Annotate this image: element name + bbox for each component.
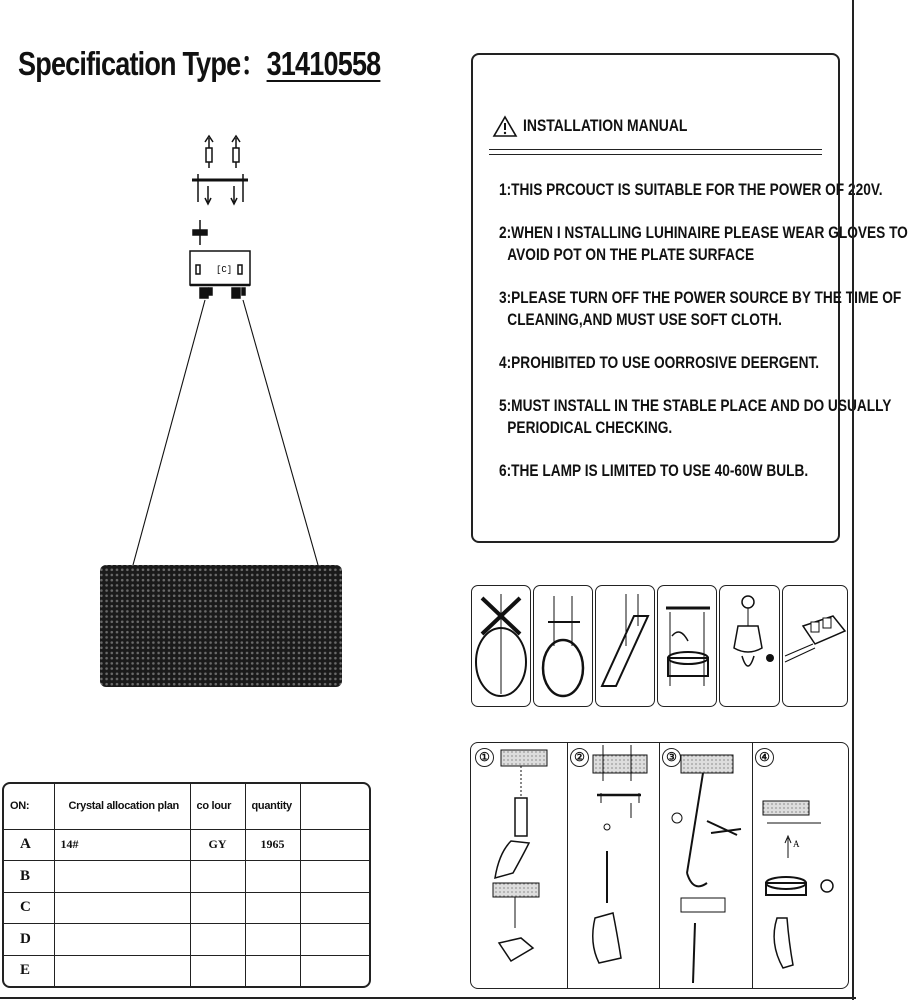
terminal-block-icon — [783, 586, 847, 706]
step-number-1: ① — [475, 748, 494, 767]
crystal-drum — [100, 565, 342, 687]
bulb-socket-icon — [720, 586, 778, 706]
page-frame-right — [852, 0, 854, 1000]
warning-panel-1 — [471, 585, 531, 707]
installation-steps-box — [470, 742, 849, 989]
specification-type-heading — [18, 38, 380, 85]
warning-panel-6 — [782, 585, 848, 707]
divider — [489, 149, 822, 150]
manual-item-6: 6:THE LAMP IS LIMITED TO USE 40-60W BULB. — [499, 462, 809, 480]
page-frame-bottom — [0, 997, 856, 999]
table-row: B — [4, 861, 369, 893]
manual-item-1: 1:THIS PRCOUCT IS SUITABLE FOR THE POWER OF 220V. — [499, 181, 883, 199]
no-pull-icon — [472, 586, 530, 706]
manual-item-3: 3:PLEASE TURN OFF THE POWER SOURCE BY THE TIME OF CLEANING,AND MUST USE SOFT CLOTH. — [499, 289, 902, 329]
header-cell-quantity: quantity — [245, 784, 300, 829]
warning-panel-5 — [719, 585, 780, 707]
step-number-2: ② — [570, 748, 589, 767]
table-row: A 14# GY 1965 — [4, 829, 369, 861]
manual-title: INSTALLATION MANUAL — [523, 116, 688, 135]
crystal-allocation-table — [2, 782, 371, 988]
table-row: C — [4, 892, 369, 924]
manual-item-2: 2:WHEN I NSTALLING LUHINAIRE PLEASE WEAR GLOVES TO AVOID POT ON THE PLATE SURFACE — [499, 224, 908, 264]
arrow-label: A — [793, 839, 800, 849]
ring-hanging-icon — [534, 586, 592, 706]
manual-item-5: 5:MUST INSTALL IN THE STABLE PLACE AND DO USUALLY PERIODICAL CHECKING. — [499, 397, 892, 437]
installation-manual-box — [471, 53, 908, 543]
manual-items — [499, 179, 908, 503]
canopy-label: [C] — [216, 265, 233, 275]
bar-fixture-icon — [596, 586, 654, 706]
divider — [489, 154, 822, 155]
specification-number: 31410558 — [266, 45, 381, 82]
warning-panel-4 — [657, 585, 717, 707]
disc-fixture-icon — [658, 586, 716, 706]
table-row: E — [4, 955, 369, 986]
installation-step-drawings — [471, 743, 847, 987]
manual-item-4: 4:PROHIBITED TO USE OORROSIVE DEERGENT. — [499, 354, 820, 372]
table-row: D — [4, 924, 369, 956]
header-cell-extra — [300, 784, 369, 829]
step-number-3: ③ — [662, 748, 681, 767]
header-cell-colour: co lour — [190, 784, 245, 829]
header-cell-plan: Crystal allocation plan — [54, 784, 190, 829]
step-number-4: ④ — [755, 748, 774, 767]
warning-panel-3 — [595, 585, 655, 707]
chandelier-drawing — [0, 120, 450, 700]
manual-heading — [493, 115, 724, 137]
table-header-row — [4, 784, 369, 829]
warning-panel-2 — [533, 585, 593, 707]
specification-label: Specification Type： — [18, 45, 267, 82]
header-cell-no: ON: — [4, 784, 54, 829]
warning-icon — [493, 115, 517, 137]
